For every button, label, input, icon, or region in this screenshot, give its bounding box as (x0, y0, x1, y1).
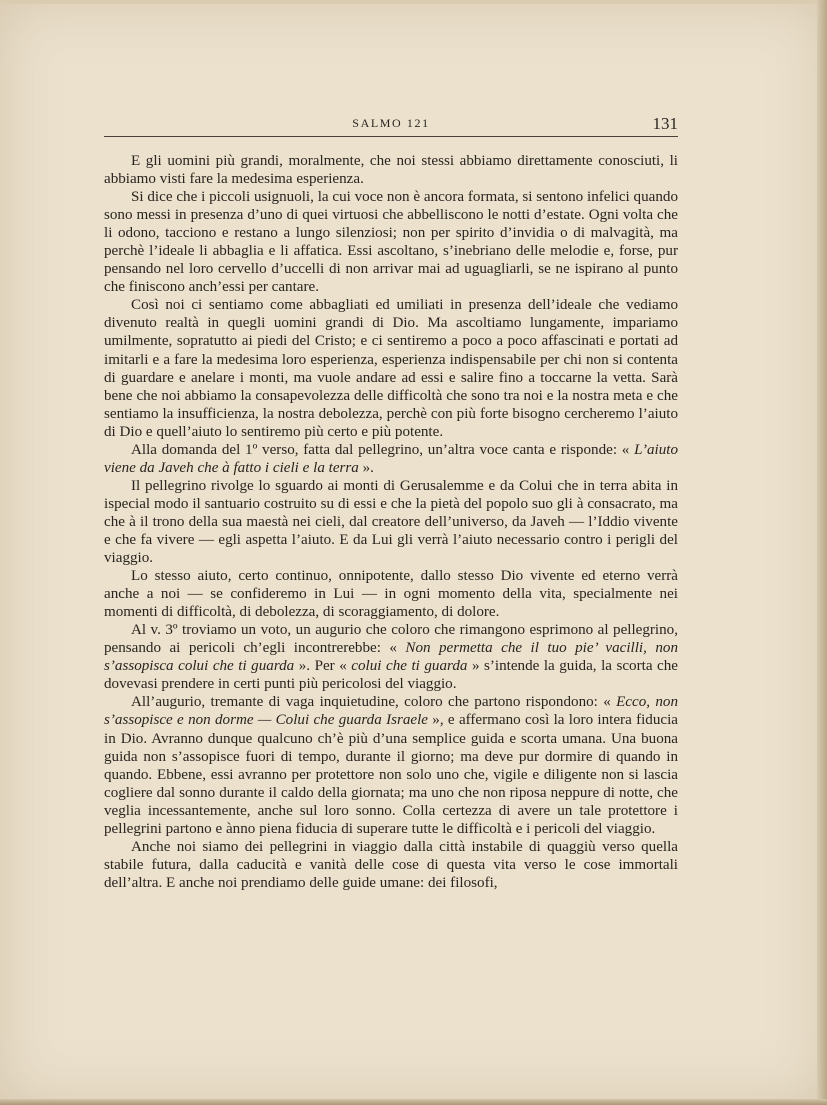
paragraph (104, 152, 678, 188)
text-run: Al v. 3º troviamo un voto, un augurio che coloro che rimangono esprimono al pellegrino, pensando ai pericoli ch’egli incontrerebbe: « (104, 622, 678, 657)
page-right-edge (817, 0, 827, 1105)
header-rule (104, 136, 678, 137)
page-top-edge (0, 0, 827, 4)
running-title: SALMO 121 (352, 116, 430, 130)
text-run: Si dice che i piccoli usignuoli, la cui voce non è ancora formata, si sentono infelici quando sono messi in presenza d’uno di quei virtuosi che abbelliscono le notti d’estate. Ogni volta che li odono, tacciono e restano a lungo silenziosi; non per spirito d’invidia o di malvagità, ma perchè l’ideale li abbaglia e li affatica. Essi ascoltano, s’inebriano delle melodie e, forse, pur pensando nel loro cervello d’uccelli di non arrivar mai ad uguagliarli, se ne ispirano al punto che finiscono anch’essi per cantare. (104, 189, 678, 296)
text-run: ». Per « (294, 658, 352, 675)
text-run: Lo stesso aiuto, certo continuo, onnipotente, dallo stesso Dio vivente ed eterno verrà anche a noi — se confideremo in Lui — in ogni momento della vita, specialmente nei momenti di difficoltà, di debolezza, di scoraggiamento, di dolore. (104, 568, 678, 621)
text-run: Anche noi siamo dei pellegrini in viaggio dalla città instabile di quaggiù verso quella stabile futura, dalla caducità e vanità delle cose di questa vita verso le cose immortali dell’altra. E anche noi prendiamo delle guide umane: dei filosofi, (104, 838, 678, 891)
running-header (104, 114, 678, 136)
page-bottom-edge (0, 1099, 827, 1105)
paragraph (104, 441, 678, 477)
text-run: E gli uomini più grandi, moralmente, che noi stessi abbiamo direttamente conosciuti, li abbiamo visti fare la medesima esperienza. (104, 153, 678, 188)
paragraph (104, 693, 678, 837)
text-run: ». (358, 459, 374, 476)
quoted-verse: Ecco, non s’assopisce e non dorme — Colui che guarda Israele (104, 694, 678, 729)
text-run: All’augurio, tremante di vaga inquietudine, coloro che partono rispondono: « (131, 694, 617, 711)
paragraph (104, 567, 678, 621)
page-number: 131 (652, 114, 678, 133)
paragraph (104, 838, 678, 892)
paragraph (104, 296, 678, 440)
paragraph (104, 621, 678, 693)
quoted-verse: L’aiuto viene da Javeh che à fatto i cieli e la terra (104, 441, 678, 476)
paragraph (104, 477, 678, 567)
text-run: », e affermano così la loro intera fiducia in Dio. Avranno dunque qualcuno ch’è più d’una semplice guida e scorta umana. Una buona guida non s’assopisce fuori di tempo, durante il giorno; ma deve pur dormire di quando in quando. Ebbene, essi avranno per protettore non solo uno che, vigile e diligente non si lascia cogliere dal sonno durante il caldo della giornata; ma uno che non riposa neppure di notte, che veglia incessantemente, anche sul loro sonno. Colla certezza di avere un tale protettore i pellegrini partono e ànno piena fiducia di superare tutte le difficoltà e i pericoli del viaggio. (104, 712, 678, 837)
text-run: Così noi ci sentiamo come abbagliati ed umiliati in presenza dell’ideale che vediamo divenuto realtà in quegli uomini grandi di Dio. Ma ascoltiamo lungamente, impariamo umilmente, sopratutto ai piedi del Cristo; e ci sentiremo a poco a poco affascinati e portati ad imitarli e a fare la medesima loro esperienza, esperienza indispensabile per chi non si contenta di guardare e anelare i monti, ma vuole andare ad essi e salire fino a toccarne la vetta. Sarà bene che noi abbiamo la consapevolezza delle difficoltà che sono tra noi e la nostra meta e che sentiamo la insufficienza, la nostra debolezza, perchè con più forte bisogno cercheremo l’aiuto di Dio e quell’aiuto lo sentiremo più certo e più potente. (104, 297, 678, 440)
quoted-verse: colui che ti guarda (351, 658, 468, 675)
paragraph (104, 188, 678, 296)
text-run: » s’intende la guida, la scorta che dovevasi prendere in certi punti più pericolosi del viaggio. (104, 658, 678, 693)
body-text (104, 152, 678, 892)
text-run: Il pellegrino rivolge lo sguardo ai monti di Gerusalemme e da Colui che in terra abita in ispecial modo il santuario costruito su di essi e che la pietà del popolo suo gli à consacrato, ma che à il trono della sua maestà nei cieli, dal creatore dell’universo, da Javeh — l’Iddio vivente e che fa vivere — egli aspetta l’aiuto. E da Lui gli verrà l’aiuto necessario contro i perigli del viaggio. (104, 477, 678, 567)
text-run: Alla domanda del 1º verso, fatta dal pellegrino, un’altra voce canta e risponde: « (131, 441, 635, 458)
quoted-verse: Non permetta che il tuo pie’ vacilli, non s’assopisca colui che ti guarda (104, 640, 678, 675)
